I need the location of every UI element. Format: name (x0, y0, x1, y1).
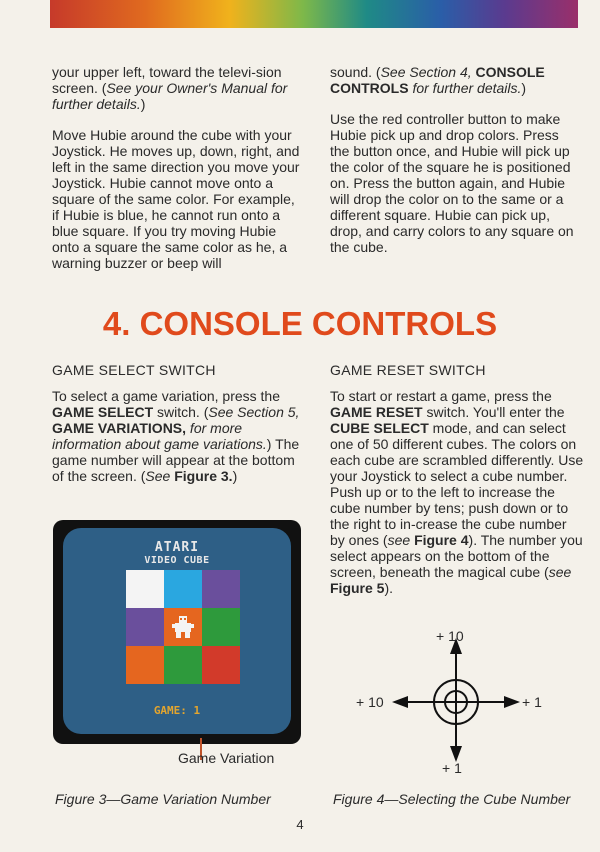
cube-cell (126, 646, 164, 684)
game-select-heading: GAME SELECT SWITCH (52, 362, 216, 378)
screen-title-video-cube: VIDEO CUBE (144, 555, 210, 566)
text-bold: CUBE SELECT (330, 420, 429, 436)
text-italic: for further details. (412, 80, 522, 96)
screen-title-atari: ATARI (154, 540, 200, 555)
label-right: + 1 (522, 694, 542, 710)
text: ). The number you select appears on the bottom of the screen, beneath the magical cube ( (330, 532, 583, 580)
text: To start or restart a game, press the (330, 388, 552, 404)
text-bold: GAME VARIATIONS, (52, 420, 187, 436)
text: ) (140, 96, 146, 112)
figure3-caption: Figure 3—Game Variation Number (55, 791, 271, 807)
text: ) (521, 80, 527, 96)
tv-screen-frame (53, 520, 301, 744)
text-bold: GAME RESET (330, 404, 423, 420)
paragraph-sound (330, 64, 580, 96)
cube-cell (202, 570, 240, 608)
hubie-character-icon (164, 608, 202, 646)
section-title: 4. CONSOLE CONTROLS (102, 305, 498, 342)
text: switch. ( (153, 404, 209, 420)
text: switch. You'll enter the (422, 404, 565, 420)
text-italic: see (387, 532, 411, 548)
game-select-paragraph (52, 388, 302, 484)
text-italic: See Section 4, (380, 64, 472, 80)
text-italic: See your Owner's Manual for further details. (52, 80, 288, 112)
cube-cell (126, 570, 164, 608)
game-variation-label: Game Variation (178, 750, 275, 766)
text-bold: Figure 4 (414, 532, 469, 548)
label-down: + 1 (442, 760, 462, 776)
label-up: + 10 (436, 628, 464, 644)
text: ) (232, 468, 238, 484)
text-italic: see (548, 564, 572, 580)
text-bold: CONSOLE CONTROLS (330, 64, 545, 96)
cube-cell (164, 608, 202, 646)
cube-cell (202, 646, 240, 684)
arrow-right-icon (504, 696, 520, 708)
figure4-caption: Figure 4—Selecting the Cube Number (333, 791, 571, 807)
game-select-column (52, 362, 302, 499)
page-number: 4 (296, 817, 304, 832)
cube-grid (126, 570, 240, 684)
screen-game-number: GAME: 1 (153, 704, 201, 717)
paragraph-red-button: Use the red controller button to make Hubie pick up and drop colors. Press the button once, and Hubie will pick up the color of the square he is positioned on. Press the button again, and Hubie will drop the color on to the same or a different square. Hubie can pick up, drop, and carry colors to any square on the cube. (330, 111, 574, 255)
text-italic: See Section 5, (208, 404, 300, 420)
text: To select a game variation, press the (52, 388, 281, 404)
label-left: + 10 (356, 694, 384, 710)
game-reset-column (330, 362, 585, 611)
text-italic: for more information about game variations. (52, 420, 267, 452)
paragraph-owners-manual (52, 64, 302, 112)
cube-cell (164, 570, 202, 608)
text-bold: GAME SELECT (52, 404, 154, 420)
tv-screen (63, 528, 291, 734)
cube-cell (164, 646, 202, 684)
top-right-column (330, 64, 580, 270)
top-left-column (52, 64, 302, 286)
arrow-left-icon (392, 696, 408, 708)
cube-cell (202, 608, 240, 646)
text: sound. ( (330, 64, 381, 80)
cube-cell (126, 608, 164, 646)
paragraph-move-hubie: Move Hubie around the cube with your Joystick. He moves up, down, right, and left in the same direction you move your Joystick. Hubie cannot move onto a square of the same color. For example, if Hubie is blue, he cannot run onto a blue square. If you try moving Hubie onto a square the same color as he, a warning buzzer or beep will (52, 127, 300, 271)
text-bold: Figure 3. (174, 468, 233, 484)
text: ). (384, 580, 394, 596)
text: ) The game number will appear at the bottom of the screen. ( (52, 436, 300, 484)
game-reset-paragraph (330, 388, 585, 596)
text: mode, and can select one of 50 different cubes. The colors on each cube are scrambled differently. Use your Joystick to select a cube number. Push up or to the left to increase the cube number by tens; push down or to the right to in-crease the cube number by ones ( (330, 420, 584, 548)
text-bold: Figure 5 (330, 580, 385, 596)
rainbow-header-bar (50, 0, 578, 28)
game-reset-heading: GAME RESET SWITCH (330, 362, 486, 378)
text-italic: See (145, 468, 171, 484)
text: your upper left, toward the televi-sion screen. ( (52, 64, 282, 96)
